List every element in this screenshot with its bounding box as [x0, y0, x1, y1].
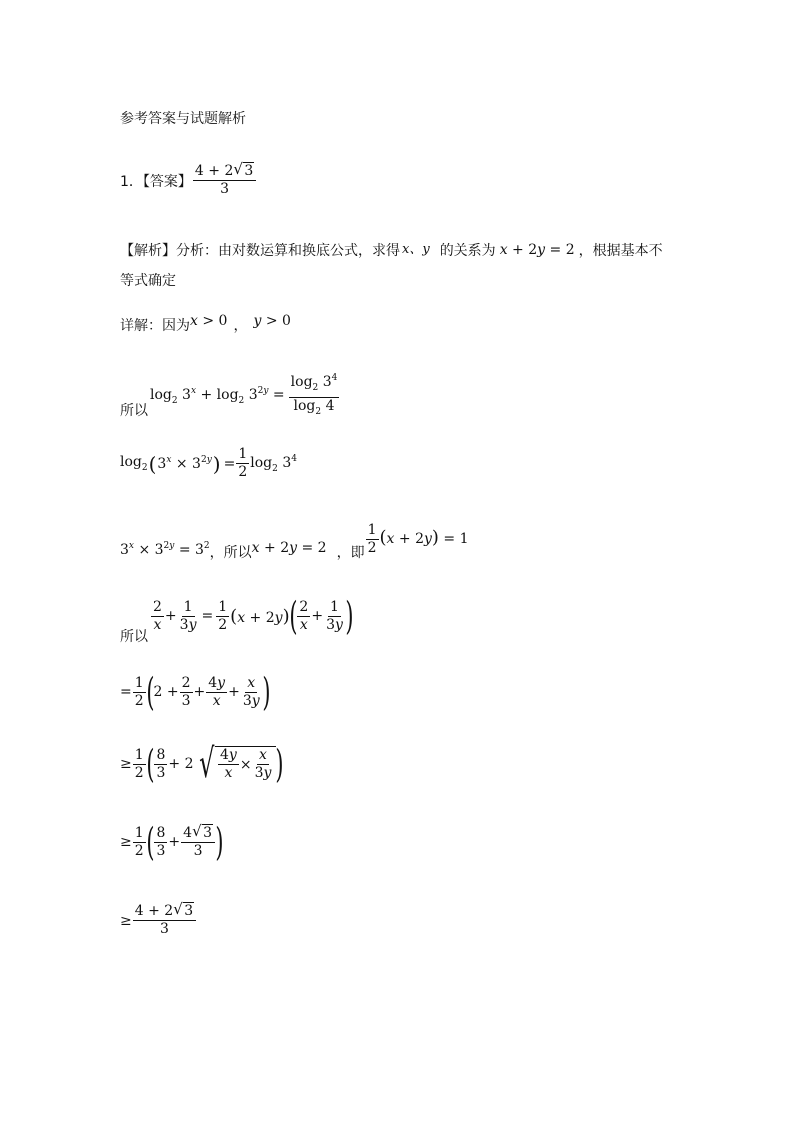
- so-label: 所以: [120, 403, 148, 419]
- analysis-text: 的关系为: [439, 243, 496, 259]
- condition-x: x > 0: [190, 313, 228, 329]
- page-title: 参考答案与试题解析: [120, 111, 246, 127]
- analysis-paragraph: [120, 240, 663, 290]
- log-product-equation: $\log_2$ ( $3^x \times 3^{2y}$ ) = $\frac{1}{2}$ $\log_2 3^4$: [120, 446, 297, 480]
- expression-equation: $\frac{2}{x}$ + $\frac{1}{3y}$ = $\frac{1}{2}$ (x + 2y) ( $\frac{2}{x}$ + $\frac{1}{3y}$ ): [153, 594, 354, 638]
- analysis-text: ，根据基本不: [578, 243, 663, 259]
- answer-line: [120, 163, 257, 198]
- so-label: 所以: [120, 629, 148, 645]
- question-number-label: 1．【答案】: [120, 173, 192, 190]
- condition-y: y > 0: [253, 313, 291, 329]
- answer-fraction: $\frac{4 + 2√ 3}{3}$: [193, 163, 256, 198]
- relation-line: $3^x \times 3^{2y} = 3^2$ ，所以 x + 2y = 2 ，即 $\frac{1}{2}$ (x + 2y) = 1: [120, 522, 469, 561]
- analysis-variables: x、y: [402, 241, 430, 257]
- so-label: ，所以: [209, 544, 252, 561]
- analysis-label: 【解析】: [120, 243, 176, 259]
- analysis-text: 等式确定: [120, 273, 176, 289]
- expanded-step: = $\frac{1}{2}$ ( 2 + $\frac{2}{3}$ + $\frac{4y}{x}$ + $\frac{x}{3y}$ ): [120, 670, 271, 714]
- detail-line: [120, 315, 291, 335]
- relation-formula: x + 2y = 2: [499, 242, 575, 258]
- final-result: ≥ $\frac{4 + 2√ 3}{3}$: [120, 903, 197, 938]
- analysis-text: 分析：由对数运算和换底公式，求得: [176, 243, 400, 259]
- comma: ，: [233, 318, 248, 334]
- ie-label: ，即: [336, 544, 365, 561]
- detail-label: 详解：因为: [120, 318, 190, 334]
- inequality-step-2: ≥ $\frac{1}{2}$ ( $\frac{8}{3}$ + $\frac{4√ 3}{3}$ ): [120, 822, 223, 862]
- inequality-step-1: ≥ $\frac{1}{2}$ ( $\frac{8}{3}$ + 2 √ $\frac{4y}{x}$ × $\frac{x}{3y}$ ): [120, 741, 284, 787]
- log-sum-equation: $\log_2 3^x + \log_2 3^{2y}$ = $\frac{\log_2 3^4}{\log_2 4}$: [150, 370, 340, 421]
